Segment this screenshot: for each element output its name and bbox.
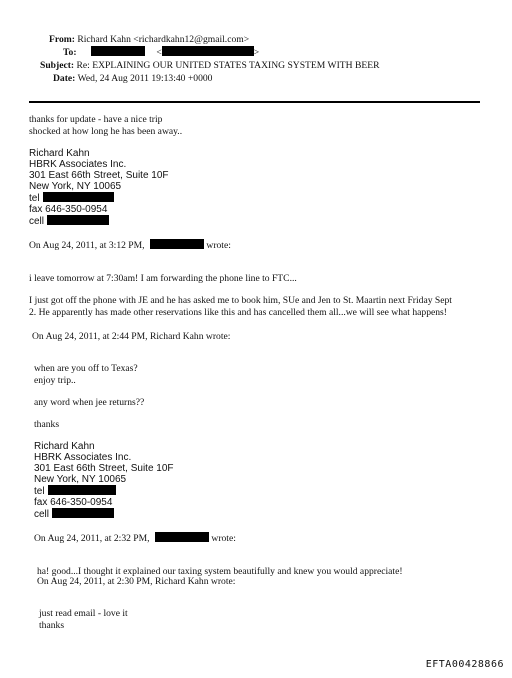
signature-cell [29, 215, 109, 227]
quote-attribution: On Aug 24, 2011, at 2:30 PM, Richard Kahn wrote: [37, 576, 236, 587]
signature-street: 301 East 66th Street, Suite 10F [29, 170, 169, 181]
from-value: Richard Kahn <richardkahn12@gmail.com> [77, 34, 250, 45]
body-line: thanks for update - have a nice trip [29, 114, 163, 125]
signature-street: 301 East 66th Street, Suite 10F [34, 463, 174, 474]
quote-attribution-post: wrote: [206, 240, 231, 251]
redaction-block [47, 215, 109, 225]
redaction-block [162, 46, 254, 56]
signature-cell-label: cell [29, 216, 45, 227]
signature-city: New York, NY 10065 [34, 474, 127, 485]
body-line: shocked at how long he has been away.. [29, 126, 183, 137]
signature-cell-label: cell [34, 509, 50, 520]
from-label: From: [49, 34, 75, 45]
redaction-block [48, 485, 116, 495]
message-line: any word when jee returns?? [34, 397, 145, 408]
from-line [49, 34, 249, 45]
signature-name: Richard Kahn [29, 148, 90, 159]
message-line: thanks [39, 620, 65, 631]
message-line: i leave tomorrow at 7:30am! I am forwarding the phone line to FTC... [29, 273, 297, 284]
signature-city: New York, NY 10065 [29, 181, 122, 192]
message-line: when are you off to Texas? [34, 363, 138, 374]
message-line: thanks [34, 419, 60, 430]
redaction-block [155, 532, 209, 542]
signature-company: HBRK Associates Inc. [34, 452, 132, 463]
quote-attribution [29, 239, 231, 251]
redaction-block [150, 239, 204, 249]
message-line: ha! good...I thought it explained our taxing system beautifully and knew you would appreciate! [37, 566, 403, 577]
signature-tel [34, 485, 116, 497]
date-line [53, 73, 212, 84]
date-label: Date: [53, 73, 76, 84]
date-value: Wed, 24 Aug 2011 19:13:40 +0000 [77, 73, 213, 84]
to-label: To: [63, 47, 77, 58]
signature-tel-label: tel [29, 193, 40, 204]
signature-name: Richard Kahn [34, 441, 95, 452]
signature-company: HBRK Associates Inc. [29, 159, 127, 170]
to-lt: < [156, 47, 162, 58]
signature-fax: fax 646-350-0954 [34, 497, 113, 508]
bates-number: EFTA00428866 [425, 659, 504, 670]
signature-tel [29, 192, 114, 204]
message-line: enjoy trip.. [34, 375, 76, 386]
message-line: I just got off the phone with JE and he has asked me to book him, SUe and Jen to St. Maartin next Friday Sept [29, 295, 452, 306]
quote-attribution-pre: On Aug 24, 2011, at 2:32 PM, [34, 533, 150, 544]
quote-attribution [34, 532, 236, 544]
signature-fax: fax 646-350-0954 [29, 204, 108, 215]
message-line: just read email - love it [39, 608, 128, 619]
quote-attribution-pre: On Aug 24, 2011, at 3:12 PM, [29, 240, 145, 251]
message-line: 2. He apparently has made other reservations like this and has cancelled them all...we will see what happens! [29, 307, 447, 318]
redaction-block [43, 192, 114, 202]
header-divider [29, 101, 480, 103]
quote-attribution: On Aug 24, 2011, at 2:44 PM, Richard Kahn wrote: [32, 331, 231, 342]
redaction-block [91, 46, 145, 56]
subject-label: Subject: [40, 60, 75, 71]
redaction-block [52, 508, 114, 518]
subject-line [40, 60, 379, 71]
to-line [63, 46, 259, 58]
quote-attribution-post: wrote: [211, 533, 236, 544]
signature-tel-label: tel [34, 486, 45, 497]
subject-value: Re: EXPLAINING OUR UNITED STATES TAXING SYSTEM WITH BEER [76, 60, 380, 71]
to-gt: > [253, 47, 260, 58]
signature-cell [34, 508, 114, 520]
